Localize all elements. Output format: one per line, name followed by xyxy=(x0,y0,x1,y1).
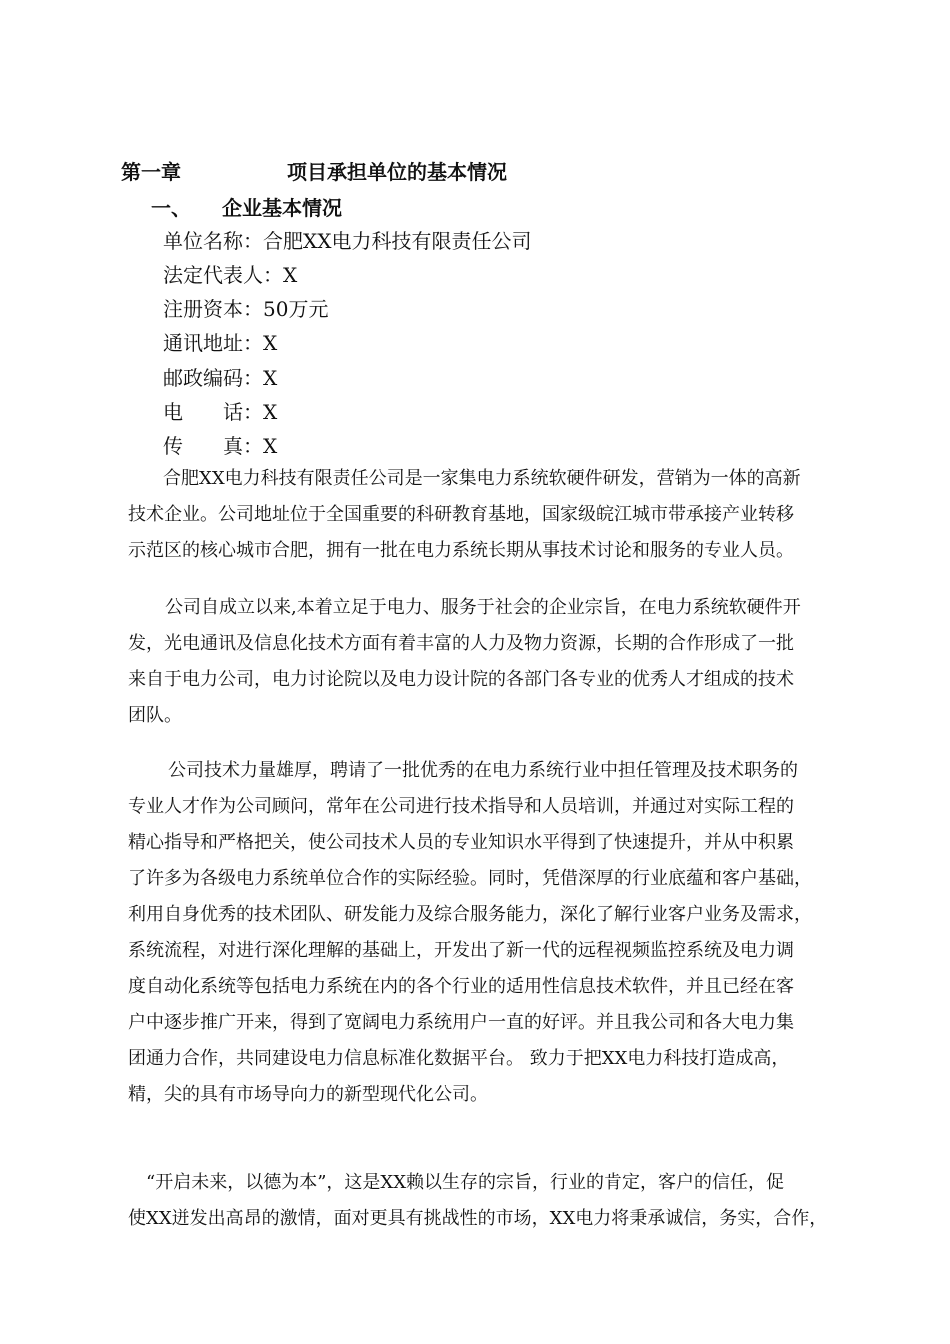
paragraph-line: 合肥XX电力科技有限责任公司是一家集电力系统软硬件研发，营销为一体的高新 xyxy=(163,468,801,489)
paragraph-line: 公司自成立以来,本着立足于电力、服务于社会的企业宗旨，在电力系统软硬件开 xyxy=(165,597,801,618)
paragraph-line: 系统流程，对进行深化理解的基础上，开发出了新一代的远程视频监控系统及电力调 xyxy=(128,940,794,961)
field-value: X xyxy=(263,331,278,355)
paragraph-line: 来自于电力公司，电力讨论院以及电力设计院的各部门各专业的优秀人才组成的技术 xyxy=(128,669,794,690)
paragraph-line: 团通力合作，共同建设电力信息标准化数据平台。 致力于把XX电力科技打造成高， xyxy=(128,1048,790,1069)
paragraph-line: 度自动化系统等包括电力系统在内的各个行业的适用性信息技术软件，并且已经在客 xyxy=(128,976,794,997)
field-registered-capital xyxy=(163,296,328,322)
field-postal-code xyxy=(163,365,277,391)
paragraph-line: “开启未来，以德为本”，这是XX赖以生存的宗旨，行业的肯定，客户的信任，促 xyxy=(146,1172,785,1193)
field-fax xyxy=(163,433,277,459)
paragraph-line: 了许多为各级电力系统单位合作的实际经验。同时，凭借深厚的行业底蕴和客户基础， xyxy=(128,868,812,889)
field-label: 法定代表人： xyxy=(163,263,283,287)
paragraph-line: 使XX迸发出高昂的激情，面对更具有挑战性的市场，XX电力将秉承诚信，务实，合作， xyxy=(128,1208,828,1229)
field-phone xyxy=(163,399,277,425)
paragraph-line: 精，尖的具有市场导向力的新型现代化公司。 xyxy=(128,1084,488,1105)
paragraph-line: 发，光电通讯及信息化技术方面有着丰富的人力及物力资源，长期的合作形成了一批 xyxy=(128,633,794,654)
field-value: 50万元 xyxy=(263,297,329,321)
field-label: 邮政编码： xyxy=(163,366,263,390)
field-legal-representative xyxy=(163,262,297,288)
section-title: 企业基本情况 xyxy=(222,196,342,220)
field-label: 传 真： xyxy=(163,434,263,458)
paragraph-capabilities xyxy=(128,753,864,1113)
field-value: X xyxy=(263,400,278,424)
paragraph-line: 精心指导和严格把关，使公司技术人员的专业知识水平得到了快速提升，并从中积累 xyxy=(128,832,794,853)
paragraph-line: 团队。 xyxy=(128,705,182,726)
field-label: 单位名称： xyxy=(163,229,263,253)
field-label: 电 话： xyxy=(163,400,263,424)
field-label: 通讯地址： xyxy=(163,331,263,355)
paragraph-history xyxy=(128,590,864,734)
paragraph-line: 利用自身优秀的技术团队、研发能力及综合服务能力，深化了解行业客户业务及需求， xyxy=(128,904,812,925)
paragraph-motto xyxy=(128,1165,864,1237)
paragraph-intro xyxy=(128,461,864,569)
field-value: X xyxy=(283,263,298,287)
field-company-name xyxy=(163,228,531,254)
field-value: X xyxy=(263,434,278,458)
paragraph-line: 公司技术力量雄厚，聘请了一批优秀的在电力系统行业中担任管理及技术职务的 xyxy=(168,760,798,781)
field-label: 注册资本： xyxy=(163,297,263,321)
chapter-title: 项目承担单位的基本情况 xyxy=(287,160,507,184)
chapter-number: 第一章 xyxy=(121,160,181,184)
field-address xyxy=(163,330,277,356)
paragraph-line: 技术企业。公司地址位于全国重要的科研教育基地，国家级皖江城市带承接产业转移 xyxy=(128,504,794,525)
paragraph-line: 示范区的核心城市合肥，拥有一批在电力系统长期从事技术讨论和服务的专业人员。 xyxy=(128,540,794,561)
field-value: X xyxy=(263,366,278,390)
paragraph-line: 专业人才作为公司顾问，常年在公司进行技术指导和人员培训，并通过对实际工程的 xyxy=(128,796,794,817)
section-number: 一、 xyxy=(151,196,191,220)
field-value: 合肥XX电力科技有限责任公司 xyxy=(263,229,532,253)
paragraph-line: 户中逐步推广开来，得到了宽阔电力系统用户一直的好评。并且我公司和各大电力集 xyxy=(128,1012,794,1033)
